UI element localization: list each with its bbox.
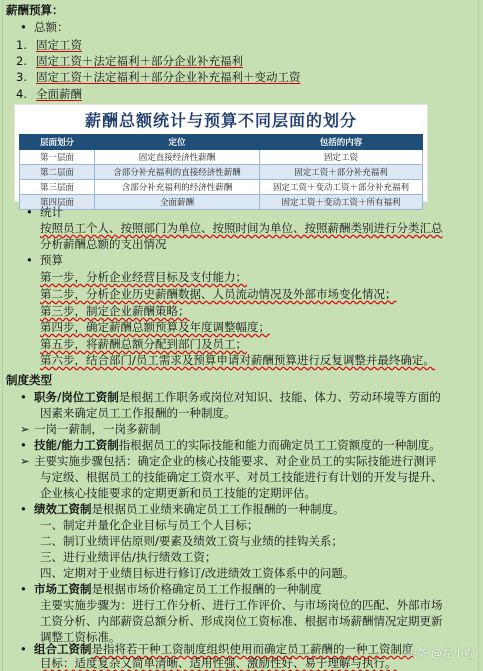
bullet-icon: •: [20, 582, 27, 596]
section-title-budget: 薪酬预算：: [6, 3, 64, 17]
table-cell: 第一层面: [20, 150, 95, 165]
market-item: [20, 582, 322, 597]
bullet-icon: •: [20, 438, 27, 452]
skill-step-line: 企业核心技能要求的定期更新和员工技能的定期评估。: [40, 486, 316, 500]
budget-label: 预算: [40, 253, 63, 267]
table-row: [20, 180, 423, 195]
table-cell: 含部分补充福利的直接经济性薪酬: [95, 165, 260, 180]
section-title-types: 制度类型: [6, 373, 52, 387]
arrow-right-icon: ➢: [20, 422, 30, 436]
formula-number: 2.: [16, 54, 27, 68]
table-header-row: [20, 135, 423, 150]
term-desc: 是根据员工业绩来确定员工工作报酬的一种制度。: [91, 502, 345, 516]
bullet-icon: •: [20, 502, 27, 516]
market-line: 工资分析、内部薪资总额分析、形成岗位工资标准、根据市场薪酬情况定期更新: [40, 614, 443, 628]
bullet-icon: •: [20, 390, 27, 404]
skill-step-line: 主要实施步骤包括：确定企业的核心技能要求、对企业员工的实际技能进行测评: [34, 454, 437, 468]
skill-step-line: 与定级、根据员工的技能确定工资水平、对员工技能进行有计划的开发与提升、: [40, 470, 443, 484]
performance-step: 四、定期对于业绩目标进行修订/改进绩效工资体系中的问题。: [40, 566, 355, 580]
table-header-cell: 定位: [95, 135, 260, 150]
combined-item: [20, 642, 414, 657]
salary-levels-table: [19, 134, 423, 210]
table-cell: 固定工资: [260, 150, 423, 165]
skill-item: [20, 438, 441, 453]
budget-step: 第一步，分析企业经营目标及支付能力；: [40, 270, 247, 284]
table-cell: 第四层面: [20, 195, 95, 210]
position-line2: 因素来确定员工工作报酬的一种制度。: [40, 406, 236, 420]
table-cell: 固定工资＋变动工资＋所有福利: [260, 195, 423, 210]
table-cell: 第二层面: [20, 165, 95, 180]
term-bold: 绩效工资制: [34, 502, 92, 516]
table-row: [20, 195, 423, 210]
table-cell: 固定工资＋部分补充福利: [260, 165, 423, 180]
grid-line: [2, 0, 3, 671]
stats-label: 统计: [40, 205, 63, 219]
table-row: [20, 150, 423, 165]
position-arrow-item: [20, 422, 161, 437]
budget-step: 第三步，制定企业薪酬策略；: [40, 304, 190, 318]
budget-step: 第六步，结合部门/员工需求及预算申请对薪酬预算进行反复调整并最终确定。: [40, 353, 435, 367]
bullet-icon: •: [20, 20, 27, 34]
performance-step: 二、制订业绩评估原则/要素及绩效工资与业绩的挂钩关系；: [40, 534, 343, 548]
bullet-icon: •: [20, 642, 27, 656]
skill-steps-item: [20, 454, 437, 469]
total-label: 总额：: [34, 20, 69, 34]
budget-item: [26, 253, 63, 268]
term-desc: 指根据员工的实际技能和能力而确定员工工资额度的一种制度。: [118, 438, 441, 452]
table-cell: 固定工资＋变动工资＋部分补充福利: [260, 180, 423, 195]
formula-text: 固定工资: [36, 38, 82, 52]
formula-number: 4.: [16, 87, 27, 101]
formula-item-2: [16, 54, 243, 69]
arrow-text: 一岗一薪制，一岗多薪制: [34, 422, 161, 436]
table-title: 薪酬总额统计与预算不同层面的划分: [84, 111, 357, 130]
table-cell: 含部分补充福利的经济性薪酬: [95, 180, 260, 195]
market-line: 调整工资标准。: [40, 630, 121, 644]
formula-item-3: [16, 70, 301, 85]
stats-text-line: 按照员工个人、按照部门为单位、按照时间为单位、按照薪酬类别进行分类汇总: [40, 221, 443, 235]
term-desc: 是根据市场价格确定员工工作报酬的一种制度: [91, 582, 322, 596]
term-desc: 是指将若干种工资制度组织使用而确定员工薪酬的一种工资制度: [91, 642, 414, 656]
stats-text-line: 分析薪酬总额的支出情况: [40, 237, 167, 251]
bullet-icon: •: [26, 253, 33, 267]
term-bold: 职务/岗位工资制: [34, 390, 119, 404]
formula-text: 固定工资＋法定福利＋部分企业补充福利: [36, 54, 243, 68]
arrow-right-icon: ➢: [20, 454, 30, 468]
table-cell: 固定直接经济性薪酬: [95, 150, 260, 165]
performance-step: 三、进行业绩评估/执行绩效工资；: [40, 550, 217, 564]
stats-item: [26, 205, 63, 220]
term-bold: 技能/能力工资制: [34, 438, 119, 452]
table-cell: 第三层面: [20, 180, 95, 195]
table-header-cell: 包括的内容: [260, 135, 423, 150]
formula-text: 全面薪酬: [36, 87, 82, 101]
formula-item-4: [16, 87, 82, 102]
position-item: [20, 390, 441, 405]
term-desc: 是根据工作职务或岗位对知识、技能、体力、劳动环境等方面的: [118, 390, 441, 404]
performance-step: 一、制定并量化企业目标与员工个人目标；: [40, 518, 259, 532]
table-cell: 全面薪酬: [95, 195, 260, 210]
watermark: 头条 @左小啦: [405, 647, 475, 660]
total-item: [20, 20, 69, 35]
budget-step: 第二步，分析企业历史薪酬数据、人员流动情况及外部市场变化情况；: [40, 287, 397, 301]
formula-number: 3.: [16, 70, 27, 84]
term-bold: 市场工资制: [34, 582, 92, 596]
performance-item: [20, 502, 345, 517]
salary-levels-table-image: [14, 104, 428, 208]
term-bold: 组合工资制: [34, 642, 92, 656]
formula-number: 1.: [16, 38, 27, 52]
table-row: [20, 165, 423, 180]
budget-step: 第五步，将薪酬总额分配到部门及员工；: [40, 337, 247, 351]
combined-line2: 目标：适度复杂又简单清晰、适用性强、激励性好、易于理解与执行。: [40, 656, 397, 670]
budget-step: 第四步，确定薪酬总额预算及年度调整幅度；: [40, 320, 270, 334]
formula-item-1: [16, 38, 82, 53]
table-header-cell: 层面划分: [20, 135, 95, 150]
grid-line: [478, 0, 479, 671]
bullet-icon: •: [26, 205, 33, 219]
formula-text: 固定工资＋法定福利＋部分企业补充福利＋变动工资: [36, 70, 301, 84]
market-line: 主要实施步骤为：进行工作分析、进行工作评价、与市场岗位的匹配、外部市场: [40, 598, 443, 612]
